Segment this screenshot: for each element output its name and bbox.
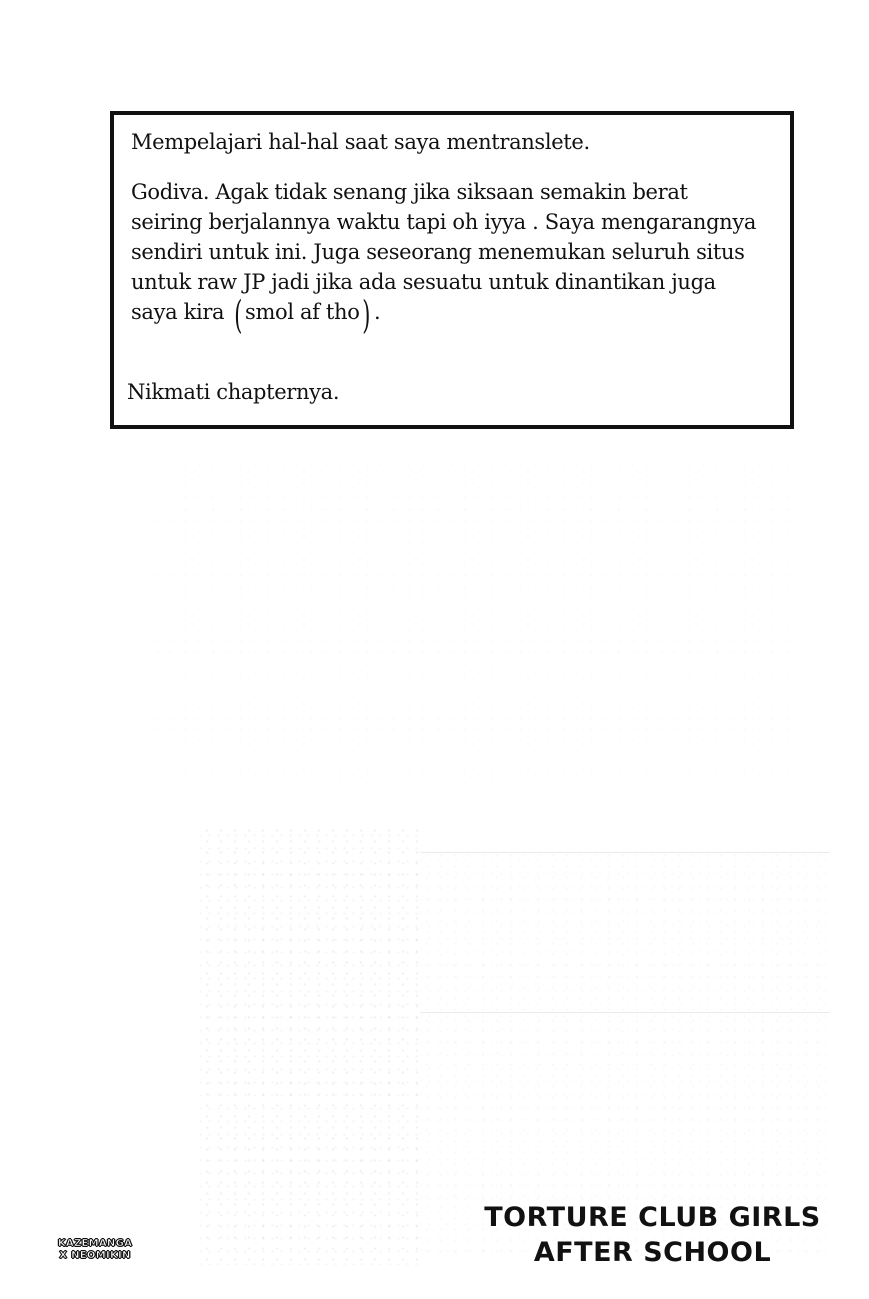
translator-note-box bbox=[110, 111, 794, 429]
logo-line-1: KAZEMANGA bbox=[57, 1238, 133, 1249]
note-paragraph-line: seiring berjalannya waktu tapi oh iyya . Saya mengarangnya bbox=[131, 210, 757, 234]
note-closing: Nikmati chapternya. bbox=[127, 380, 340, 404]
series-title-line-2: AFTER SCHOOL bbox=[533, 1237, 772, 1268]
open-paren-glyph: ( bbox=[233, 293, 242, 337]
scan-noise-left-block bbox=[200, 825, 420, 1265]
note-intro: Mempelajari hal-hal saat saya mentranslete. bbox=[131, 130, 590, 154]
series-title-line-1: TORTURE CLUB GIRLS bbox=[484, 1202, 821, 1233]
note-paragraph-last-line bbox=[131, 293, 781, 337]
close-paren-glyph: ) bbox=[362, 293, 371, 337]
note-paragraph-line: Godiva. Agak tidak senang jika siksaan semakin berat bbox=[131, 180, 688, 204]
note-aside: smol af tho bbox=[245, 300, 360, 324]
note-last-line-prefix: saya kira bbox=[131, 300, 231, 324]
faint-rule bbox=[420, 1012, 830, 1013]
note-paragraph bbox=[131, 177, 781, 337]
scan-noise-upper bbox=[150, 460, 800, 790]
series-title bbox=[470, 1200, 835, 1270]
logo-line-2: X NEOMIKIN bbox=[59, 1250, 131, 1261]
note-last-line-suffix: . bbox=[373, 300, 381, 324]
note-paragraph-line: untuk raw JP jadi jika ada sesuatu untuk dinantikan juga bbox=[131, 270, 716, 294]
scan-noise-right-block bbox=[420, 850, 830, 1260]
faint-rule bbox=[420, 852, 830, 853]
scanlation-logo bbox=[44, 1238, 146, 1262]
note-paragraph-line: sendiri untuk ini. Juga seseorang menemukan seluruh situs bbox=[131, 240, 745, 264]
